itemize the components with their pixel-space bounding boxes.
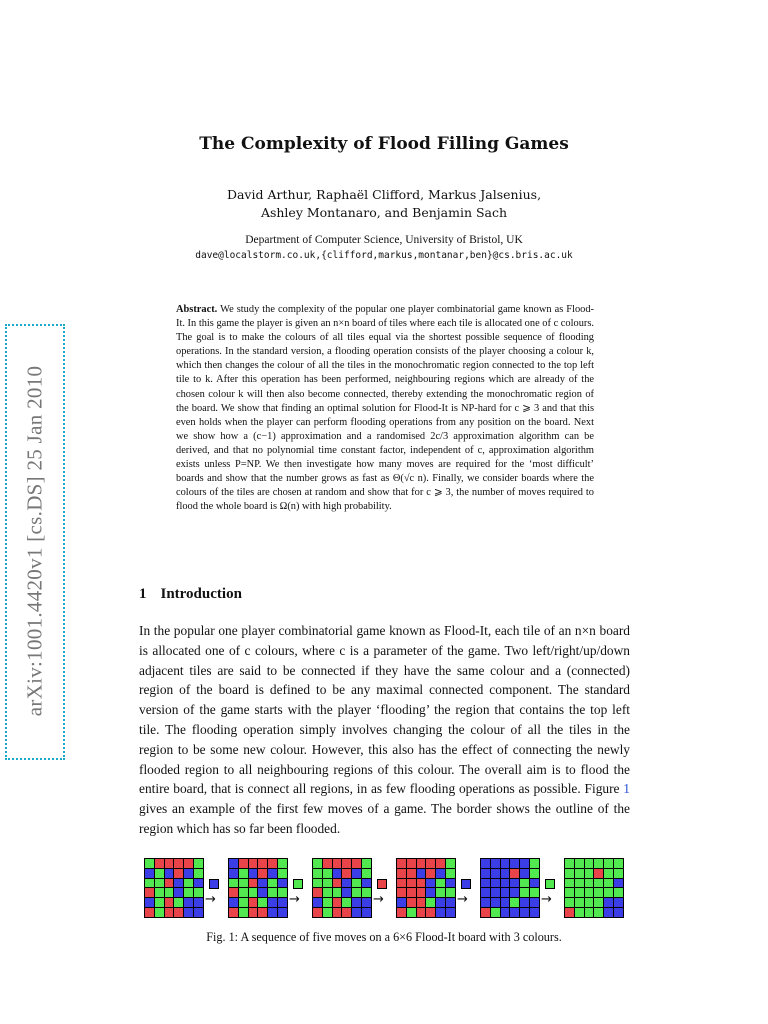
authors-line-1: David Arthur, Raphaël Clifford, Markus Jalsenius, [226,187,542,202]
board-tile [323,859,332,868]
board-tile [155,888,164,897]
board-tile [604,898,613,907]
board-tile [565,888,574,897]
board-tile [501,879,510,888]
board-tile [155,869,164,878]
board-tile [481,908,490,917]
board-tile [585,869,594,878]
board-tile [575,898,584,907]
board-tile [249,879,258,888]
intro-text: In the popular one player combinatorial game known as Flood-It, each tile of an n×n board is allocated one of c colours, where c is a parameter of the game. Two left/right/up/down adjacent tiles are said to be connected if they have the same colour and a (connected) region of the board is defined to be any maximal connected component. The standard version of the game starts with the player ‘flooding’ the region that contains the top left tile. The flooding operation simply involves changing the colour of all the tiles in the region to be some new colour. However, this also has the effect of connecting the newly flooded region to all neighbouring regions of this colour. The overall aim is to flood the entire board, that is connect all regions, in as few flooding operations as possible. Figure [139,623,630,797]
board-tile [313,888,322,897]
board-tile [174,898,183,907]
board-tile [323,869,332,878]
board-tile [278,888,287,897]
board-tile [333,908,342,917]
board-tile [249,869,258,878]
board-tile [268,908,277,917]
board-tile [155,859,164,868]
board-tile [184,898,193,907]
board-tile [417,859,426,868]
board-tile [342,898,351,907]
board-tile [362,869,371,878]
board-tile [520,869,529,878]
move-colour-swatch [545,879,555,889]
board-tile [436,869,445,878]
board-tile [145,888,154,897]
board-tile [491,879,500,888]
board-tile [585,879,594,888]
board-tile [239,898,248,907]
board-tile [614,879,623,888]
board-tile [604,859,613,868]
board-tile [501,888,510,897]
board-tile [155,908,164,917]
board-tile [446,869,455,878]
board-tile [323,879,332,888]
board-tile [565,859,574,868]
board-tile [184,879,193,888]
board-tile [530,869,539,878]
board-tile [501,869,510,878]
arrow-icon: → [541,892,552,907]
board-tile [565,869,574,878]
board-tile [565,908,574,917]
board-tile [258,898,267,907]
board-tile [313,879,322,888]
board-tile [426,879,435,888]
arrow-icon: → [205,892,216,907]
board-tile [333,888,342,897]
board-tile [268,898,277,907]
board-tile [604,908,613,917]
board-tile [165,888,174,897]
board-tile [229,879,238,888]
board-tile [397,898,406,907]
board-tile [194,869,203,878]
board-tile [155,879,164,888]
board-tile [530,879,539,888]
board-tile [436,908,445,917]
board-tile [258,869,267,878]
board-tile [184,869,193,878]
flood-board-2 [228,858,288,918]
board-tile [397,908,406,917]
board-tile [530,888,539,897]
board-tile [417,888,426,897]
board-tile [604,888,613,897]
board-tile [530,908,539,917]
board-tile [174,888,183,897]
board-tile [510,908,519,917]
board-tile [491,869,500,878]
board-tile [352,869,361,878]
flood-board-5 [480,858,540,918]
board-tile [520,879,529,888]
board-tile [585,898,594,907]
paper-title: The Complexity of Flood Filling Games [199,134,569,154]
board-tile [342,888,351,897]
board-tile [313,908,322,917]
board-tile [249,859,258,868]
board-tile [481,869,490,878]
board-tile [268,859,277,868]
board-tile [352,908,361,917]
board-tile [510,879,519,888]
board-tile [342,879,351,888]
arrow-icon: → [289,892,300,907]
board-tile [249,888,258,897]
board-tile [229,898,238,907]
board-tile [352,888,361,897]
board-tile [407,859,416,868]
board-tile [278,859,287,868]
affiliation: Department of Computer Science, University of Bristol, UK [245,234,523,246]
arrow-icon: → [373,892,384,907]
board-tile [604,869,613,878]
abstract-text: We study the complexity of the popular one player combinatorial game known as Flood-It. In this game the player is given an n×n board of tiles where each tile is allocated one of c colours. The goal is to make the colours of all tiles equal via the shortest possible sequence of flooding operations. In the standard version, a flooding operation consists of the player choosing a colour k, which then changes the colour of all the tiles in the monochromatic region connected to the top left tile to k. After this operation has been performed, neighbouring regions which are already of the chosen colour k will then also become connected, thereby extending the monochromatic region of the board. We show that finding an optimal solution for Flood-It is NP-hard for c ⩾ 3 and that this even holds when the player can perform flooding operations from any position on the board. Next we show how a (c−1) approximation and a randomised 2c/3 approximation algorithm can be derived, and that no polynomial time constant factor, independent of c, approximation algorithm exists unless P=NP. We then investigate how many moves are required for the ‘most difficult’ boards and show that the number grows as fast as Θ(√c n). Finally, we consider boards where the colours of the tiles are chosen at random and show that for c ⩾ 3, the number of moves required to flood the whole board is Ω(n) with high probability. [176,304,594,513]
board-tile [446,888,455,897]
board-tile [352,879,361,888]
section-number: 1 [139,586,147,602]
board-tile [530,898,539,907]
board-tile [407,908,416,917]
board-tile [510,859,519,868]
board-tile [565,879,574,888]
board-tile [333,869,342,878]
arrow-icon: → [457,892,468,907]
board-tile [229,869,238,878]
figure-reference-link[interactable]: 1 [623,781,630,797]
board-tile [575,879,584,888]
author-emails: dave@localstorm.co.uk,{clifford,markus,montanar,ben}@cs.bris.ac.uk [195,250,573,261]
board-tile [604,879,613,888]
board-tile [481,898,490,907]
board-tile [194,888,203,897]
board-tile [239,879,248,888]
board-tile [184,859,193,868]
board-tile [268,869,277,878]
board-tile [594,888,603,897]
board-tile [229,888,238,897]
board-tile [520,908,529,917]
board-tile [575,859,584,868]
board-tile [436,888,445,897]
board-tile [239,869,248,878]
board-tile [407,869,416,878]
board-tile [575,908,584,917]
board-tile [174,908,183,917]
board-tile [520,888,529,897]
board-tile [426,888,435,897]
board-tile [501,898,510,907]
abstract-label: Abstract. [176,304,218,315]
board-tile [614,888,623,897]
board-tile [491,888,500,897]
board-tile [510,869,519,878]
board-tile [594,879,603,888]
board-tile [575,869,584,878]
board-tile [594,898,603,907]
board-tile [323,888,332,897]
board-tile [174,869,183,878]
board-tile [362,888,371,897]
board-tile [313,869,322,878]
board-tile [184,908,193,917]
board-tile [249,898,258,907]
board-tile [481,888,490,897]
board-tile [145,859,154,868]
board-tile [323,908,332,917]
board-tile [417,869,426,878]
board-tile [520,898,529,907]
flood-board-3 [312,858,372,918]
board-tile [614,898,623,907]
board-tile [229,859,238,868]
board-tile [530,859,539,868]
board-tile [481,859,490,868]
board-tile [397,869,406,878]
board-tile [426,908,435,917]
move-colour-swatch [209,879,219,889]
board-tile [194,908,203,917]
board-tile [585,908,594,917]
flood-board-4 [396,858,456,918]
board-tile [278,869,287,878]
board-tile [362,879,371,888]
board-tile [426,898,435,907]
section-heading [139,586,242,603]
board-tile [258,888,267,897]
section-title: Introduction [160,586,242,602]
move-colour-swatch [461,879,471,889]
board-tile [575,888,584,897]
board-tile [323,898,332,907]
flood-board-6 [564,858,624,918]
board-tile [594,908,603,917]
board-tile [258,908,267,917]
board-tile [174,879,183,888]
board-tile [145,879,154,888]
board-tile [407,888,416,897]
board-tile [352,898,361,907]
board-tile [333,859,342,868]
abstract [176,303,594,514]
board-tile [446,908,455,917]
board-tile [145,908,154,917]
board-tile [155,898,164,907]
board-tile [313,898,322,907]
figure-caption: Fig. 1: A sequence of five moves on a 6×6 Flood-It board with 3 colours. [206,930,562,944]
board-tile [165,908,174,917]
board-tile [362,859,371,868]
board-tile [436,879,445,888]
board-tile [614,908,623,917]
board-tile [194,859,203,868]
board-tile [417,898,426,907]
board-tile [407,898,416,907]
board-tile [510,898,519,907]
board-tile [594,869,603,878]
board-tile [239,908,248,917]
board-tile [229,908,238,917]
board-tile [278,898,287,907]
board-tile [417,908,426,917]
board-tile [313,859,322,868]
board-tile [397,879,406,888]
move-colour-swatch [293,879,303,889]
board-tile [594,859,603,868]
board-tile [510,888,519,897]
board-tile [446,859,455,868]
board-tile [614,859,623,868]
board-tile [145,869,154,878]
board-tile [491,898,500,907]
board-tile [585,859,594,868]
board-tile [194,898,203,907]
board-tile [333,879,342,888]
board-tile [268,888,277,897]
board-tile [491,859,500,868]
board-tile [342,859,351,868]
board-tile [249,908,258,917]
board-tile [165,879,174,888]
board-tile [239,859,248,868]
board-tile [397,859,406,868]
board-tile [165,898,174,907]
board-tile [397,888,406,897]
board-tile [184,888,193,897]
board-tile [239,888,248,897]
board-tile [194,879,203,888]
board-tile [278,908,287,917]
board-tile [585,888,594,897]
board-tile [165,859,174,868]
authors-line-2: Ashley Montanaro, and Benjamin Sach [260,205,508,220]
intro-paragraph [139,621,630,839]
board-tile [174,859,183,868]
board-tile [417,879,426,888]
board-tile [258,859,267,868]
board-tile [565,898,574,907]
board-tile [268,879,277,888]
board-tile [446,898,455,907]
board-tile [145,898,154,907]
board-tile [352,859,361,868]
arxiv-stamp: arXiv:1001.4420v1 [cs.DS] 25 Jan 2010 [22,365,47,717]
board-tile [520,859,529,868]
board-tile [342,908,351,917]
board-tile [491,908,500,917]
board-tile [436,898,445,907]
board-tile [426,869,435,878]
board-tile [362,898,371,907]
board-tile [446,879,455,888]
board-tile [501,908,510,917]
board-tile [481,879,490,888]
move-colour-swatch [377,879,387,889]
board-tile [333,898,342,907]
board-tile [436,859,445,868]
board-tile [342,869,351,878]
board-tile [278,879,287,888]
board-tile [165,869,174,878]
intro-tail: gives an example of the first few moves of a game. The border shows the outline of the region which has so far been flooded. [139,801,630,836]
board-tile [258,879,267,888]
board-tile [614,869,623,878]
board-tile [362,908,371,917]
flood-board-1 [144,858,204,918]
board-tile [407,879,416,888]
board-tile [426,859,435,868]
board-tile [501,859,510,868]
